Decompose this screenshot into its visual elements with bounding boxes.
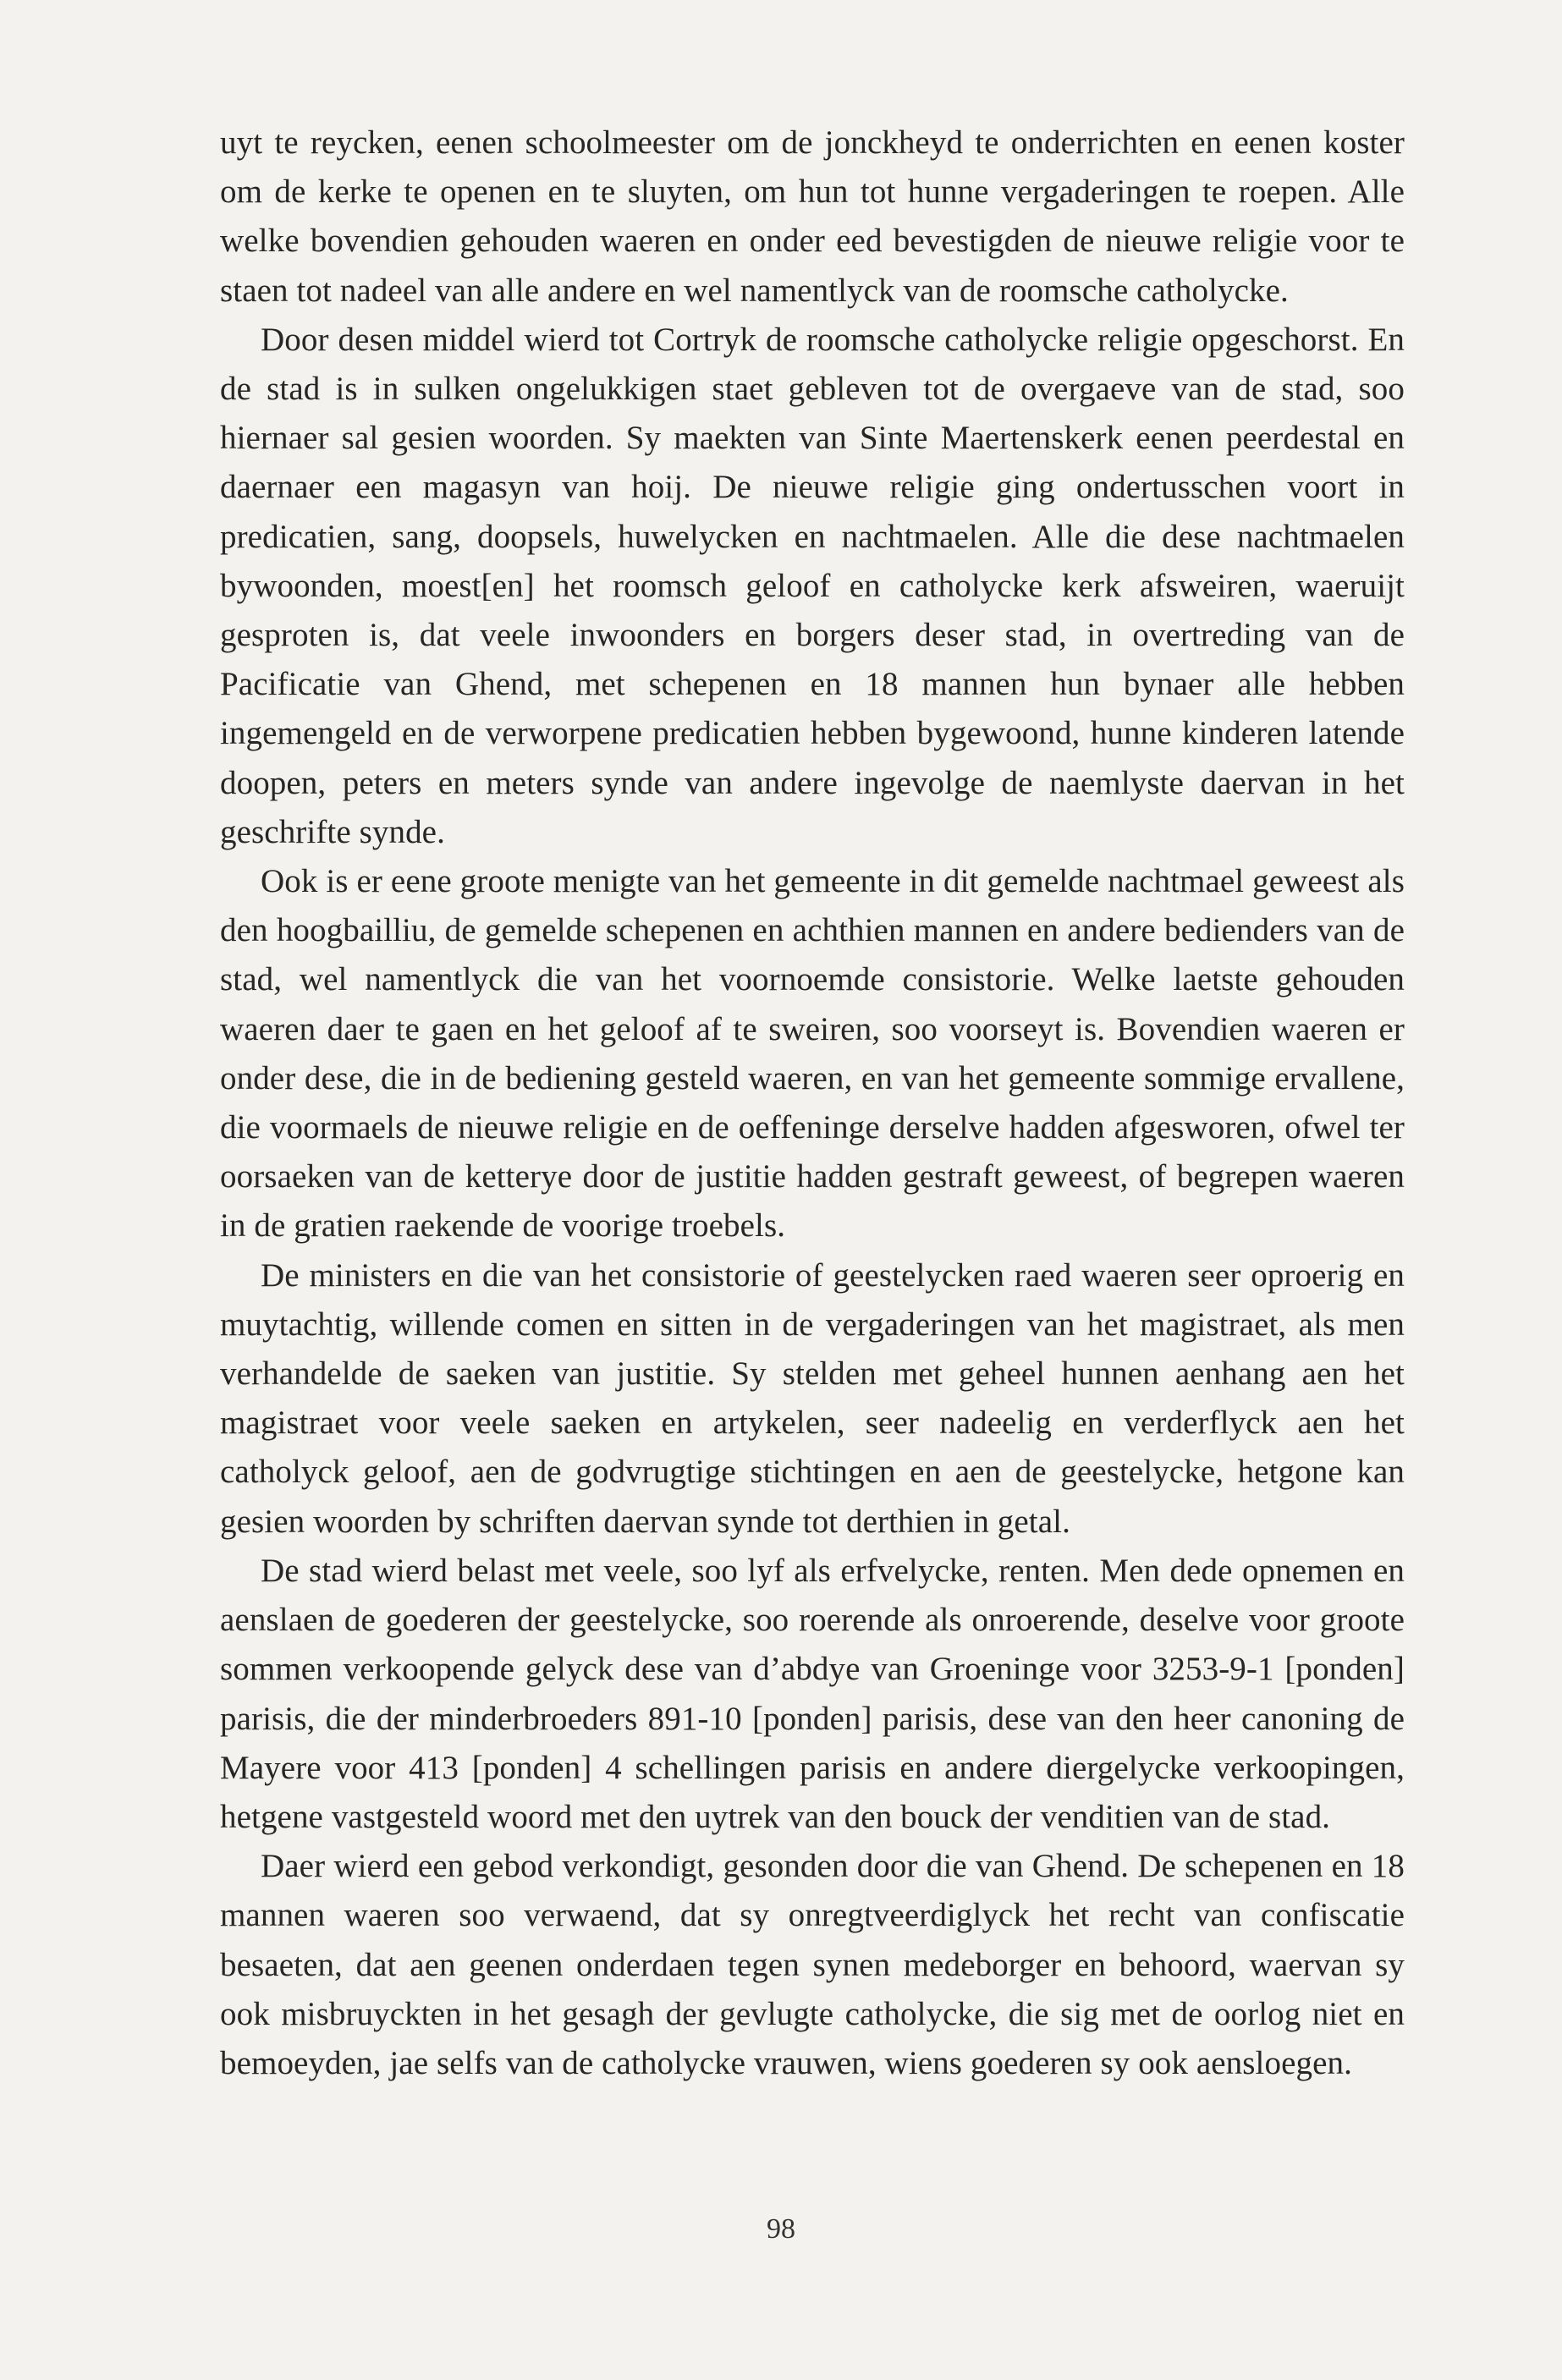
page-number: 98: [767, 2213, 795, 2245]
paragraph-2: Door desen middel wierd tot Cortryk de roomsche catholycke religie opgeschorst. En de stad is in sulken ongelukkigen staet gebleven tot de overgaeve van de stad, soo hiernaer sal gesien woorden. Sy maekten van Sinte Maertenskerk eenen peerdestal en daernaer een magasyn van hoij. De nieuwe religie ging ondertusschen voort in predicatien, sang, doopsels, huwelycken en nachtmaelen. Alle die dese nachtmaelen bywoonden, moest[en] het roomsch geloof en catholycke kerk afsweiren, waeruijt gesproten is, dat veele inwoonders en borgers deser stad, in overtreding van de Pacificatie van Ghend, met schepenen en 18 mannen hun bynaer alle hebben ingemengeld en de verworpene predicatien hebben bygewoond, hunne kinderen latende doopen, peters en meters synde van andere ingevolge de naemlyste daervan in het geschrifte synde.: [220, 321, 1405, 850]
paragraph-6: Daer wierd een gebod verkondigt, gesonden door die van Ghend. De schepenen en 18 mannen waeren soo verwaend, dat sy onregtveerdiglyck het recht van confiscatie besaeten, dat aen geenen onderdaen tegen synen medeborger en behoord, waervan sy ook misbruyckten in het gesagh der gevlugte catholycke, die sig met de oorlog niet en bemoeyden, jae selfs van de catholycke vrauwen, wiens goederen sy ook aensloegen.: [220, 1848, 1405, 2081]
paragraph-1: uyt te reycken, eenen schoolmeester om de jonckheyd te onderrichten en eenen koster om de kerke te openen en te sluyten, om hun tot hunne vergaderingen te roepen. Alle welke bovendien gehouden waeren en onder eed bevestigden de nieuwe religie voor te staen tot nadeel van alle andere en wel namentlyck van de roomsche catholycke.: [220, 124, 1405, 309]
paragraph-4: De ministers en die van het consistorie of geestelycken raed waeren seer oproerig en muytachtig, willende comen en sitten in de vergaderingen van het magistraet, als men verhandelde de saeken van justitie. Sy stelden met geheel hunnen aenhang aen het magistraet voor veele saeken en artykelen, seer nadeelig en verderflyck aen het catholyck geloof, aen de godvrugtige stichtingen en aen de geestelycke, hetgone kan gesien woorden by schriften daervan synde tot derthien in getal.: [220, 1256, 1405, 1540]
paragraph-3: Ook is er eene groote menigte van het gemeente in dit gemelde nachtmael geweest als den hoogbailliu, de gemelde schepenen en achthien mannen en andere bedienders van de stad, wel namentlyck die van het voornoemde consistorie. Welke laetste gehouden waeren daer te gaen en het geloof af te sweiren, soo voorseyt is. Bovendien waeren er onder dese, die in de bediening gesteld waeren, en van het gemeente sommige ervallene, die voormaels de nieuwe religie en de oeffeninge derselve hadden afgesworen, ofwel ter oorsaeken van de ketterye door de justitie hadden gestraft geweest, of begrepen waeren in de gratien raekende de voorige troebels.: [220, 863, 1405, 1245]
paragraph-5: De stad wierd belast met veele, soo lyf als erfvelycke, renten. Men dede opnemen en aenslaen de goederen der geestelycke, soo roerende als onroerende, deselve voor groote sommen verkoopende gelyck dese van d’abdye van Groeninge voor 3253-9-1 [ponden] parisis, die der minderbroeders 891-10 [ponden] parisis, dese van den heer canoning de Mayere voor 413 [ponden] 4 schellingen parisis en andere diergelycke verkoopingen, hetgene vastgesteld woord met den uytrek van den bouck der venditien van de stad.: [220, 1552, 1405, 1835]
body-text: [220, 118, 1405, 2088]
